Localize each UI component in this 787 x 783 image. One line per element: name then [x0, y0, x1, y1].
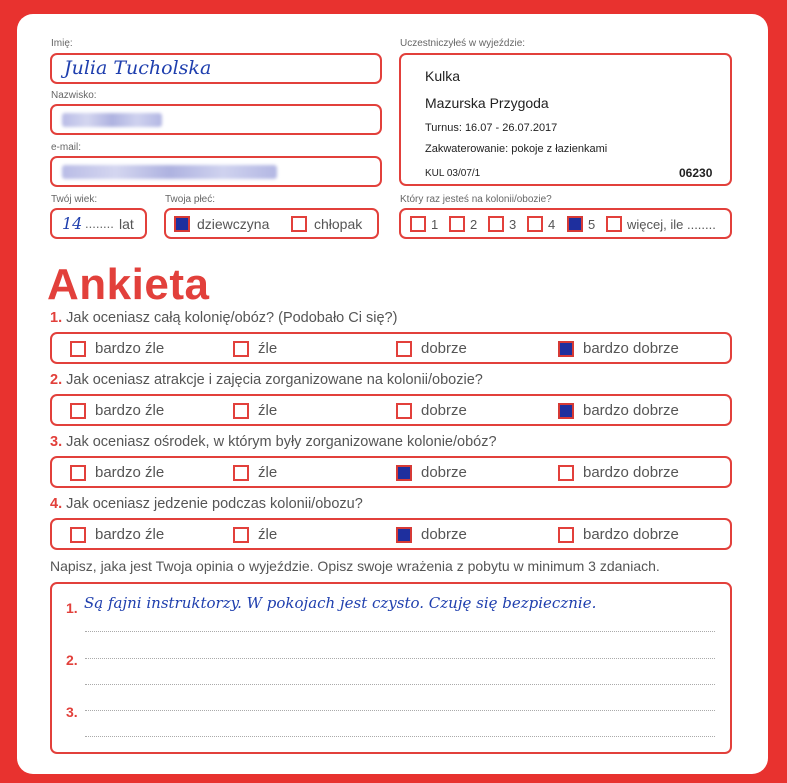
question-2: [50, 372, 483, 388]
trip-program: Mazurska Przygoda: [425, 95, 549, 111]
opinion-line-1-text: Są fajni instruktorzy. W pokojach jest czysto. Czuję się bezpiecznie.: [84, 594, 597, 612]
q3-option-1-checkbox[interactable]: [70, 465, 86, 481]
first-name-value: Julia Tucholska: [64, 57, 212, 79]
question-2-text: Jak oceniasz atrakcje i zajęcia zorganizowane na kolonii/obozie?: [66, 372, 483, 388]
q2-option-3-checkbox[interactable]: [396, 403, 412, 419]
q1-option-3-label: dobrze: [421, 340, 467, 357]
q2-option-4-label: bardzo dobrze: [583, 402, 679, 419]
trip-info-box: [399, 53, 732, 186]
q1-option-2-checkbox[interactable]: [233, 341, 249, 357]
q3-option-2-label: źle: [258, 464, 278, 481]
q2-option-1-label: bardzo źle: [95, 402, 165, 419]
q2-option-3-label: dobrze: [421, 402, 467, 419]
age-label: Twój wiek:: [51, 194, 98, 205]
q2-option-2-label: źle: [258, 402, 278, 419]
q3-option-2-checkbox[interactable]: [233, 465, 249, 481]
visit-1-label: 1: [431, 217, 439, 232]
last-name-redacted: [62, 113, 162, 127]
question-3-number: 3.: [50, 434, 63, 450]
gender-boy-checkbox[interactable]: [291, 216, 307, 232]
q4-option-1-label: bardzo źle: [95, 526, 165, 543]
question-1-options: [50, 332, 732, 364]
q4-option-1-checkbox[interactable]: [70, 527, 86, 543]
visit-4-checkbox[interactable]: [527, 216, 543, 232]
q1-option-3-checkbox[interactable]: [396, 341, 412, 357]
age-dots: ........: [85, 216, 114, 231]
question-3: [50, 434, 497, 450]
q3-option-3-checkbox[interactable]: [396, 465, 412, 481]
visit-4-label: 4: [548, 217, 556, 232]
q2-option-4-checkbox[interactable]: [558, 403, 574, 419]
trip-accommodation: Zakwaterowanie: pokoje z łazienkami: [425, 143, 608, 155]
visit-1-checkbox[interactable]: [410, 216, 426, 232]
visit-3-label: 3: [509, 217, 517, 232]
q4-option-4-checkbox[interactable]: [558, 527, 574, 543]
last-name-label: Nazwisko:: [51, 90, 97, 101]
visit-2-checkbox[interactable]: [449, 216, 465, 232]
email-field[interactable]: [50, 156, 382, 187]
trip-label: Uczestniczyłeś w wyjeździe:: [400, 38, 526, 49]
age-unit: lat: [119, 216, 134, 232]
q1-option-1-checkbox[interactable]: [70, 341, 86, 357]
q2-option-2-checkbox[interactable]: [233, 403, 249, 419]
gender-girl-label: dziewczyna: [197, 216, 270, 232]
trip-name: Kulka: [425, 68, 461, 84]
gender-boy-label: chłopak: [314, 216, 363, 232]
visit-more-checkbox[interactable]: [606, 216, 622, 232]
first-name-label: Imię:: [51, 38, 73, 49]
question-1-text: Jak oceniasz całą kolonię/obóz? (Podobało Ci się?): [66, 310, 398, 326]
question-3-options: [50, 456, 732, 488]
writing-line: [85, 658, 715, 659]
question-4-number: 4.: [50, 496, 63, 512]
visit-count-label: Który raz jesteś na kolonii/obozie?: [400, 194, 552, 205]
question-4: [50, 496, 363, 512]
q4-option-2-checkbox[interactable]: [233, 527, 249, 543]
q4-option-2-label: źle: [258, 526, 278, 543]
q1-option-2-label: źle: [258, 340, 278, 357]
question-4-options: [50, 518, 732, 550]
q3-option-4-checkbox[interactable]: [558, 465, 574, 481]
visit-5-label: 5: [588, 217, 596, 232]
email-label: e-mail:: [51, 142, 82, 153]
question-3-text: Jak oceniasz ośrodek, w którym były zorganizowane kolonie/obóz?: [66, 434, 497, 450]
gender-label: Twoja płeć:: [165, 194, 216, 205]
question-4-text: Jak oceniasz jedzenie podczas kolonii/obozu?: [66, 496, 363, 512]
age-value: 14: [62, 214, 83, 233]
trip-turnus: Turnus: 16.07 - 26.07.2017: [425, 122, 558, 134]
q1-option-4-label: bardzo dobrze: [583, 340, 679, 357]
survey-title: Ankieta: [47, 260, 210, 309]
q4-option-3-checkbox[interactable]: [396, 527, 412, 543]
question-1-number: 1.: [50, 310, 63, 326]
trip-code: KUL 03/07/1: [425, 168, 481, 179]
writing-line: [85, 710, 715, 711]
q3-option-3-label: dobrze: [421, 464, 467, 481]
writing-line: [85, 631, 715, 632]
gender-field: [164, 208, 379, 239]
visit-3-checkbox[interactable]: [488, 216, 504, 232]
opinion-box[interactable]: [50, 582, 732, 754]
trip-number: 06230: [679, 166, 713, 180]
visit-more-label: więcej, ile ........: [627, 217, 716, 232]
q1-option-4-checkbox[interactable]: [558, 341, 574, 357]
question-1: [50, 310, 397, 326]
last-name-field[interactable]: [50, 104, 382, 135]
visit-5-checkbox[interactable]: [567, 216, 583, 232]
opinion-line-2-number: 2.: [66, 652, 78, 668]
writing-line: [85, 684, 715, 685]
age-field[interactable]: [50, 208, 147, 239]
q2-option-1-checkbox[interactable]: [70, 403, 86, 419]
q3-option-4-label: bardzo dobrze: [583, 464, 679, 481]
email-redacted: [62, 165, 277, 179]
writing-line: [85, 736, 715, 737]
visit-2-label: 2: [470, 217, 478, 232]
gender-girl-checkbox[interactable]: [174, 216, 190, 232]
q4-option-3-label: dobrze: [421, 526, 467, 543]
opinion-line-3-number: 3.: [66, 704, 78, 720]
q3-option-1-label: bardzo źle: [95, 464, 165, 481]
first-name-field[interactable]: [50, 53, 382, 84]
form-sheet: [17, 14, 768, 774]
visit-count-field: [399, 208, 732, 239]
opinion-instruction: Napisz, jaka jest Twoja opinia o wyjeździe. Opisz swoje wrażenia z pobytu w minimum 3 zdaniach.: [50, 558, 660, 574]
opinion-line-1-number: 1.: [66, 600, 78, 616]
question-2-options: [50, 394, 732, 426]
q1-option-1-label: bardzo źle: [95, 340, 165, 357]
q4-option-4-label: bardzo dobrze: [583, 526, 679, 543]
question-2-number: 2.: [50, 372, 63, 388]
